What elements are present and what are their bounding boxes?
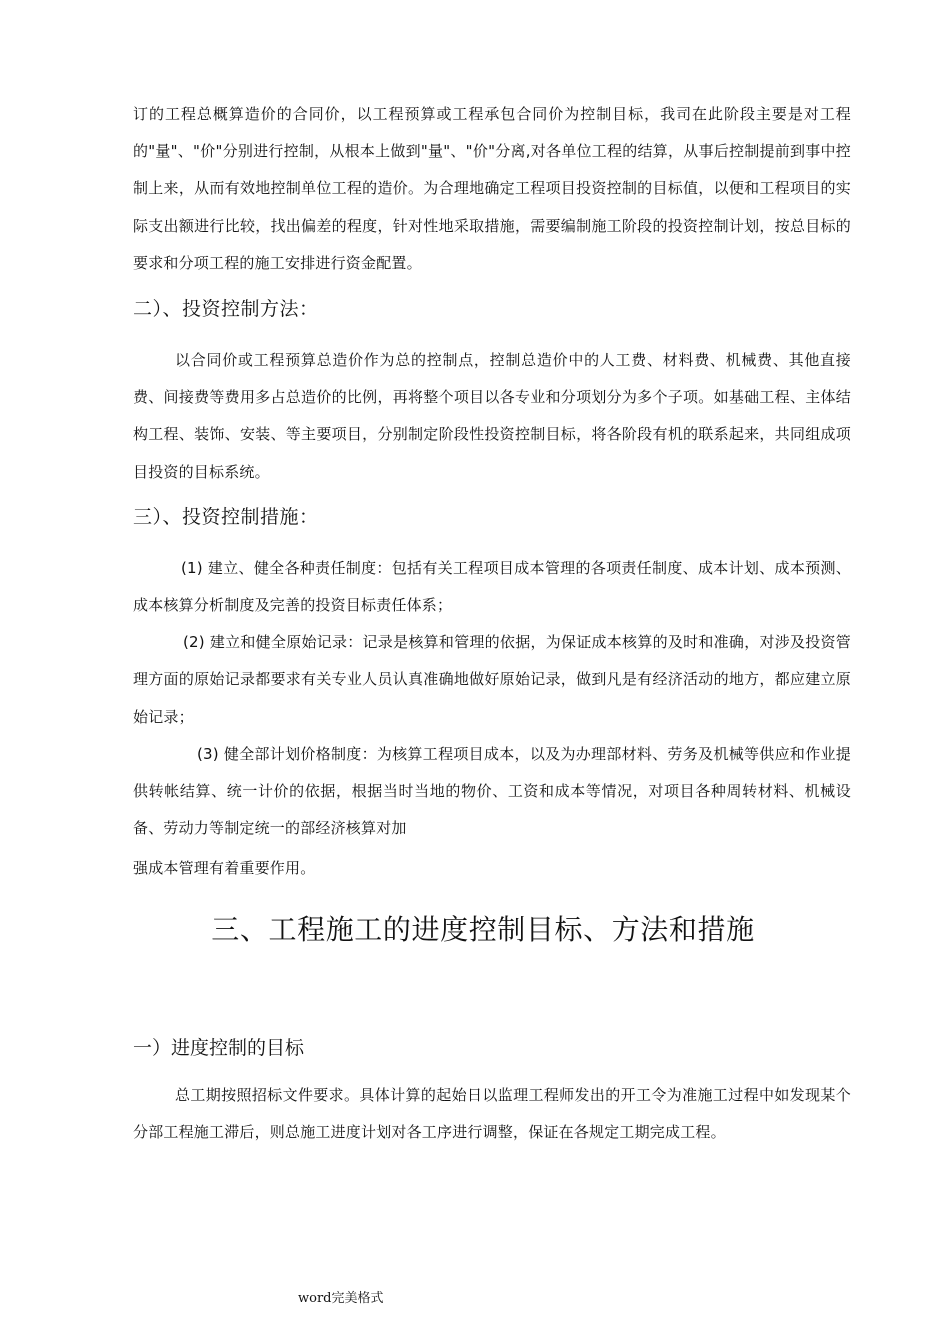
heading-progress-goal: 一）进度控制的目标 xyxy=(133,1036,305,1059)
paragraph-investment-method: 以合同价或工程预算总造价作为总的控制点，控制总造价中的人工费、材料费、机械费、其他直接费、间接费等费用多占总造价的比例，再将整个项目以各专业和分项划分为多个子项。如基础工程、主体结构工程、装饰、安装、等主要项目，分别制定阶段性投资控制目标，将各阶段有机的联系起来，共同组成项目投资的目标系统。 xyxy=(133,351,851,481)
section-title-progress-control: 三、工程施工的进度控制目标、方法和措施 xyxy=(211,912,755,946)
list-item-measure-1: (1) 建立、健全各种责任制度：包括有关工程项目成本管理的各项责任制度、成本计划、成本预测、成本核算分析制度及完善的投资目标责任体系； xyxy=(133,558,851,615)
heading-investment-method: 二）、投资控制方法： xyxy=(133,298,319,321)
list-item-measure-2: (2) 建立和健全原始记录：记录是核算和管理的依据，为保证成本核算的及时和准确，对涉及投资管理方面的原始记录都要求有关专业人员认真准确地做好原始记录，做到凡是有经济活动的地方，都应建立原始记录； xyxy=(133,633,851,726)
list-item-measure-3: (3) 健全部计划价格制度：为核算工程项目成本，以及为办理部材料、劳务及机械等供应和作业提供转帐结算、统一计价的依据，根据当时当地的物价、工资和成本等情况，对项目各种周转材料、机械设备、劳动力等制定统一的部经济核算对加 xyxy=(133,744,851,838)
paragraph-investment-target: 订的工程总概算造价的合同价，以工程预算或工程承包合同价为控制目标，我司在此阶段主要是对工程的"量"、"价"分别进行控制，从根本上做到"量"、"价"分离,对各单位工程的结算，从事后控制提前到事中控制上来，从而有效地控制单位工程的造价。为合理地确定工程项目投资控制的目标值，以便和工程项目的实际支出额进行比较，找出偏差的程度，针对性地采取措施，需要编制施工阶段的投资控制计划，按总目标的要求和分项工程的施工安排进行资金配置。 xyxy=(133,105,851,272)
heading-investment-measures: 三）、投资控制措施： xyxy=(133,505,319,528)
page-footer: word完美格式 xyxy=(298,1291,384,1306)
paragraph-progress-goal: 总工期按照招标文件要求。具体计算的起始日以监理工程师发出的开工令为准施工过程中如发现某个分部工程施工滞后，则总施工进度计划对各工序进行调整，保证在各规定工期完成工程。 xyxy=(133,1085,851,1141)
list-item-measure-3-continued: 强成本管理有着重要作用。 xyxy=(133,859,316,878)
document-body xyxy=(133,96,851,1151)
